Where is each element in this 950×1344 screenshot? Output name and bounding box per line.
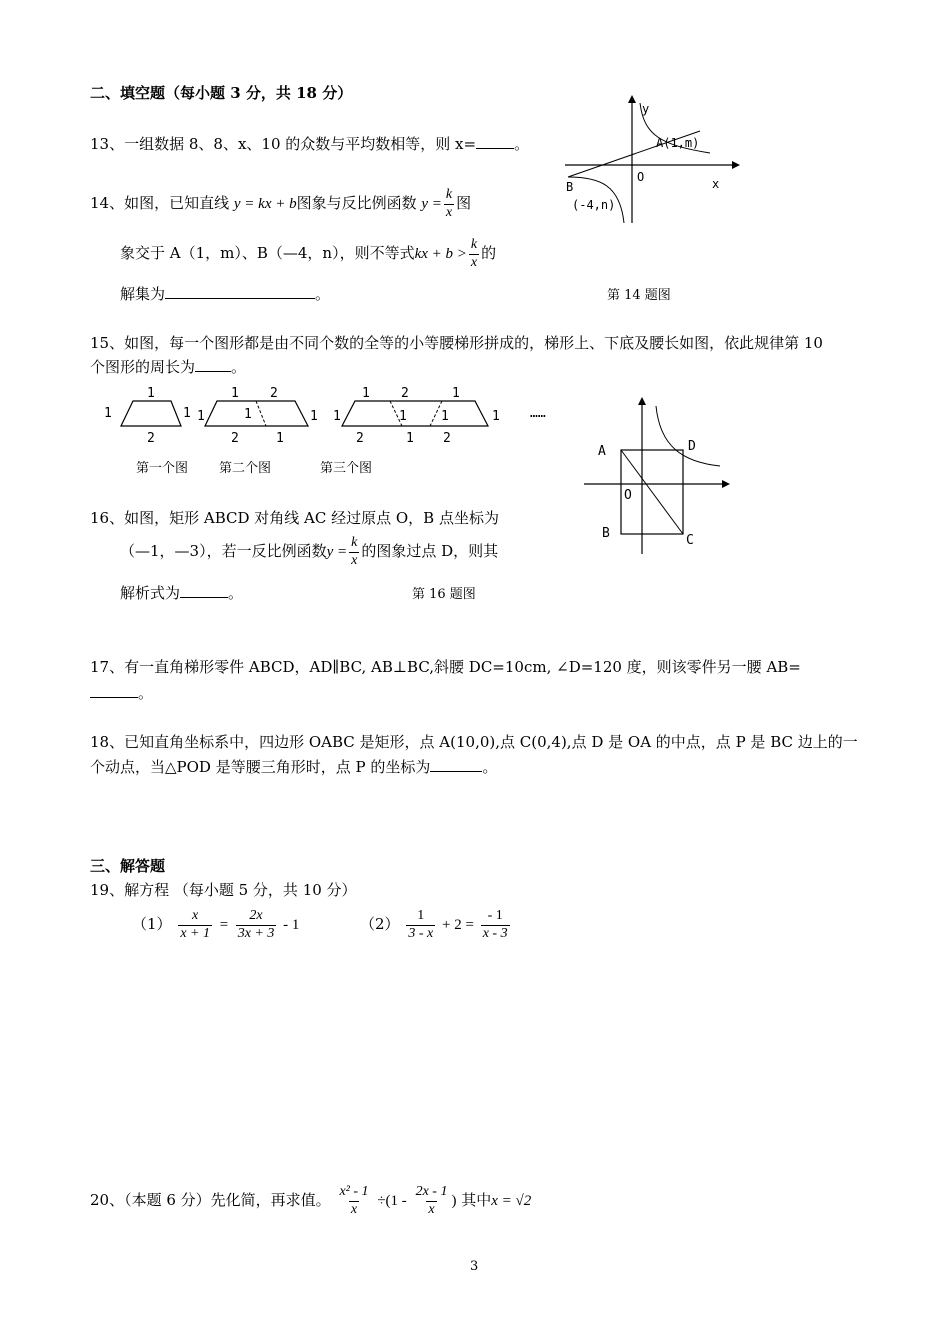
q15-fig3-bottom-1: 2 [356, 431, 364, 444]
question-17-line-1: 17、有一直角梯形零件 ABCD，AD∥BC, AB⊥BC,斜腰 DC=10cm, ∠D=120 度，则该零件另一腰 AB= [90, 658, 801, 676]
q19-p1-rhs-num: 2x [249, 908, 263, 924]
q15-figures [100, 384, 580, 444]
q14-fraction-2 [469, 237, 479, 270]
question-18-line-2 [90, 756, 497, 777]
q14-fraction [444, 187, 454, 220]
question-18-line-1: 18、已知直角坐标系中，四边形 OABC 是矩形，点 A(10,0),点 C(0,4),点 D 是 OA 的中点，点 P 是 BC 边上的一 [90, 733, 858, 751]
question-15-line-2 [90, 356, 246, 377]
q14-line-eq: y = kx + b [233, 196, 297, 212]
question-14-line-3 [120, 283, 330, 304]
q16-label-o: O [624, 488, 632, 503]
q19-p2-lhs-den: 3 - x [408, 925, 434, 941]
question-16-line-1: 16、如图，矩形 ABCD 对角线 AC 经过原点 O，B 点坐标为 [90, 509, 499, 527]
q16-label-a: A [598, 444, 606, 459]
question-16-line-2 [120, 534, 498, 569]
q16-graph [582, 396, 732, 556]
q16-label-d: D [688, 439, 696, 454]
q20-f1-num: x² - 1 [339, 1184, 369, 1200]
q16-frac-num: k [351, 535, 358, 551]
q13-answer-blank[interactable] [476, 134, 514, 149]
q14-after: 图 [456, 194, 472, 212]
q14-answer-blank[interactable] [165, 284, 315, 299]
q14-x-arrow-icon [732, 161, 740, 169]
question-19: 19、解方程 （每小题 5 分，共 10 分） [90, 881, 357, 899]
q19-part-1 [132, 904, 299, 945]
q19-p1-tail: - 1 [283, 917, 300, 933]
q15-caption-3: 第三个图 [320, 461, 373, 476]
q19-p2-rhs-num: - 1 [487, 908, 503, 924]
section-3-title: 三、解答题 [90, 857, 166, 875]
q15-answer-blank[interactable] [195, 357, 231, 372]
q20-fraction-2 [414, 1184, 450, 1217]
q14-inequality: kx + b > [414, 246, 467, 262]
q16-line3-end: 。 [228, 584, 244, 602]
q15-fig3-top-1: 1 [362, 386, 370, 401]
q20-close: ) [451, 1193, 457, 1209]
q15-fig2-shape [205, 401, 308, 426]
q15-fig3-mid-2: 1 [441, 409, 449, 424]
q14-label-x: x [712, 177, 720, 191]
q15-fig1-left: 1 [104, 406, 112, 421]
q14-label-a: A(1,m) [656, 136, 700, 150]
q13-end: 。 [514, 135, 530, 153]
q14-frac2-den: x [470, 254, 478, 270]
q20-f2-den: x [428, 1201, 435, 1217]
q19-p1-lhs-num: x [192, 908, 199, 924]
q15-fig2-mid: 1 [244, 407, 252, 422]
q15-line2-end: 。 [231, 358, 247, 376]
q20-where: 其中 [461, 1191, 492, 1209]
q15-fig3-left: 1 [333, 409, 341, 424]
question-16-line-3 [120, 582, 243, 603]
q16-frac-den: x [351, 552, 358, 568]
q16-answer-blank[interactable] [180, 583, 228, 598]
q15-fig2-top-1: 1 [231, 386, 239, 401]
q13-text: 13、一组数据 8、8、x、10 的众数与平均数相等，则 x= [90, 135, 477, 153]
q14-prefix: 14、如图，已知直线 [90, 194, 230, 212]
q19-p2-lhs-num: 1 [417, 908, 425, 924]
q19-p2-rhs [481, 908, 510, 941]
q15-fig2-bottom-2: 1 [276, 431, 284, 444]
q16-label-b: B [602, 526, 610, 541]
q19-p1-label: （1） [132, 915, 172, 933]
q15-fig3-top-3: 1 [452, 386, 460, 401]
q14-y-eq: y = [421, 196, 442, 212]
q19-p1-lhs [178, 908, 212, 941]
q19-p2-rhs-den: x - 3 [482, 925, 508, 941]
q15-fig2-bottom-1: 2 [231, 431, 239, 444]
q15-fig3-bottom-2: 1 [406, 431, 414, 444]
q14-mid: 图象与反比例函数 [296, 194, 417, 212]
q18-answer-blank[interactable] [430, 757, 482, 772]
q15-fig1-bottom: 2 [147, 431, 155, 444]
q16-line3: 解析式为 [120, 584, 181, 602]
q17-line2-end: 。 [138, 684, 154, 702]
q19-p1-lhs-den: x + 1 [180, 925, 210, 941]
q14-frac2-num: k [470, 237, 478, 253]
q19-p1-rhs [236, 908, 277, 941]
q19-p2-mid: + 2 = [442, 917, 474, 933]
question-17-line-2 [90, 682, 153, 703]
q19-p1-eq: = [218, 917, 229, 933]
q16-y-eq: y = [326, 544, 348, 560]
q15-ellipsis: …… [530, 406, 546, 421]
q15-caption-2: 第二个图 [219, 461, 272, 476]
q19-p2-label: （2） [360, 915, 400, 933]
q15-line2: 个图形的周长为 [90, 358, 196, 376]
q15-fig3-mid-1: 1 [399, 409, 407, 424]
q15-fig1-trapezoid [121, 401, 181, 426]
page-number: 3 [470, 1259, 479, 1274]
q14-line2-end: 的 [481, 244, 497, 262]
q14-label-y: y [642, 102, 650, 116]
q14-frac-num: k [445, 187, 453, 203]
q16-hyperbola [656, 406, 720, 466]
q18-line2-end: 。 [482, 758, 498, 776]
q16-y-arrow-icon [638, 397, 646, 405]
q19-part-2 [360, 904, 512, 945]
section-2-title: 二、填空题（每小题 3 分，共 18 分） [90, 84, 353, 102]
q16-fraction [349, 535, 359, 568]
q14-line2: 象交于 A（1，m）、B（—4，n），则不等式 [120, 244, 415, 262]
q14-label-o: O [637, 170, 645, 184]
q20-f1-den: x [350, 1201, 358, 1217]
q15-fig3-shape [342, 401, 488, 426]
q16-line2a: （—1，—3），若一反比例函数 [120, 542, 327, 560]
q14-line3-end: 。 [315, 285, 331, 303]
q15-fig2-right: 1 [310, 409, 318, 424]
q16-figure-caption: 第 16 题图 [412, 587, 476, 602]
q14-label-b-coord: (-4,n) [572, 198, 616, 212]
q15-fig2-top-2: 2 [270, 386, 278, 401]
q20-fraction-1 [337, 1184, 370, 1217]
q16-line2b: 的图象过点 D，则其 [361, 542, 499, 560]
q17-answer-blank[interactable] [90, 683, 138, 698]
q15-fig3-top-2: 2 [401, 386, 409, 401]
q16-label-c: C [686, 533, 694, 548]
q14-line3: 解集为 [120, 285, 166, 303]
q14-graph [560, 95, 740, 230]
q15-caption-1: 第一个图 [136, 461, 189, 476]
q20-div: ÷(1 - [377, 1193, 407, 1209]
question-14-line-2 [120, 236, 496, 271]
question-15-line-1: 15、如图，每一个图形都是由不同个数的全等的小等腰梯形拼成的，梯形上、下底及腰长如图，依此规律第 10 [90, 334, 823, 352]
q15-fig3-right: 1 [492, 409, 500, 424]
q19-p2-lhs [406, 908, 435, 941]
question-14-line-1 [90, 186, 471, 221]
q20-text: 20、（本题 6 分）先化简，再求值。 [90, 1191, 331, 1209]
q20-f2-num: 2x - 1 [415, 1184, 448, 1200]
q20-x-eq: x = √2 [491, 1193, 532, 1209]
q16-x-arrow-icon [722, 480, 730, 488]
q15-fig2-divider [256, 401, 266, 426]
question-20 [90, 1180, 531, 1221]
q14-frac-den: x [445, 204, 453, 220]
q15-fig1-top: 1 [147, 386, 155, 401]
q19-p1-rhs-den: 3x + 3 [237, 925, 275, 941]
q18-line2: 个动点，当△POD 是等腰三角形时，点 P 的坐标为 [90, 758, 431, 776]
q15-fig2-left: 1 [197, 409, 205, 424]
q14-label-b: B [566, 180, 574, 194]
question-13 [90, 133, 529, 154]
q15-fig1-right: 1 [183, 406, 191, 421]
q15-fig3-bottom-3: 2 [443, 431, 451, 444]
q14-figure-caption: 第 14 题图 [607, 288, 671, 303]
q14-y-arrow-icon [628, 95, 636, 103]
